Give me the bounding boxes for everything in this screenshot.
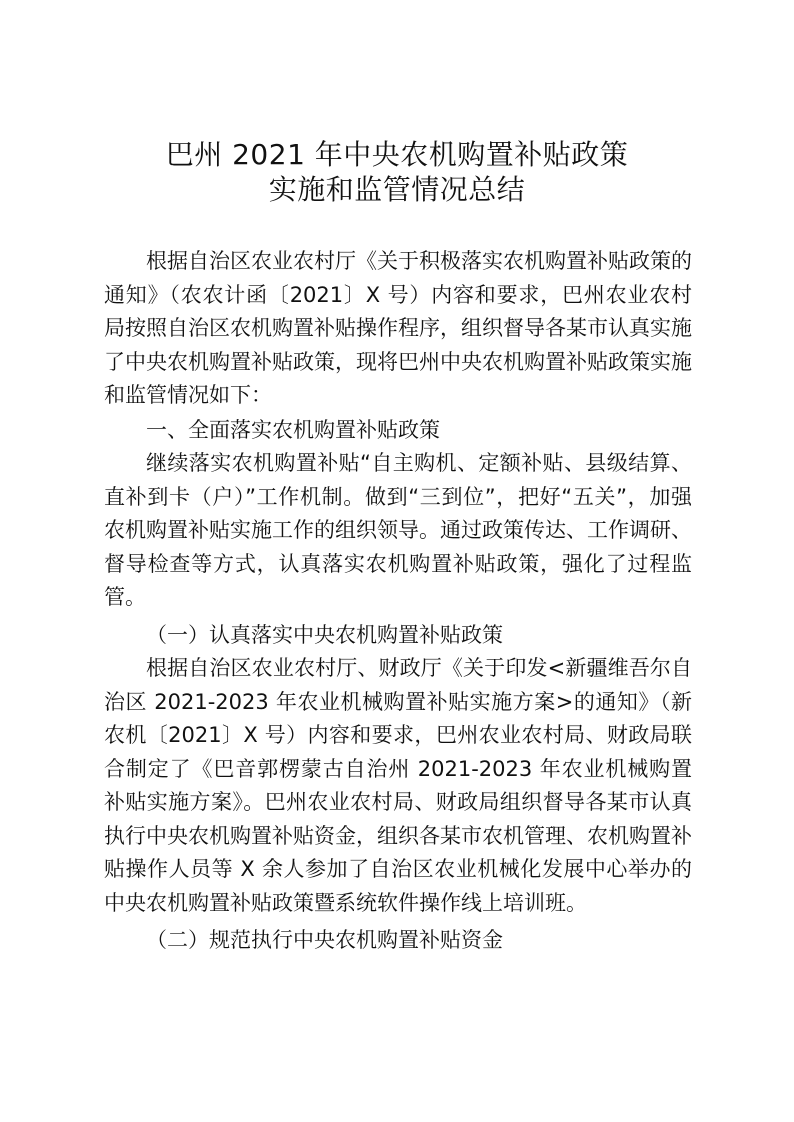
paragraph-intro: 根据自治区农业农村厅《关于积极落实农机购置补贴政策的通知》（农农计函〔2021〕X 号）内容和要求，巴州农业农村局按照自治区农机购置补贴操作程序，组织督导各某市认真实施了中央农机购置补贴政策，现将巴州中央农机购置补贴政策实施和监管情况如下： [104, 249, 692, 407]
document-title-line-2: 实施和监管情况总结 [268, 173, 526, 206]
paragraph-subsection-1: 根据自治区农业农村厅、财政厅《关于印发<新疆维吾尔自治区 2021-2023 年农业机械购置补贴实施方案>的通知》（新农机〔2021〕X 号）内容和要求，巴州农业农村局、财政局联合制定了《巴音郭楞蒙古自治州 2021-2023 年农业机械购置补贴实施方案》。巴州农业农村局、财政局组织督导各某市认真执行中央农机购置补贴资金，组织各某市农机管理、农机购置补贴操作人员等 X 余人参加了自治区农业机械化发展中心举办的中央农机购置补贴政策暨系统软件操作线上培训班。 [104, 656, 692, 915]
document-body [104, 245, 692, 958]
subsection-heading-2: （二）规范执行中央农机购置补贴资金 [146, 928, 503, 952]
paragraph-section-1: 继续落实农机购置补贴“自主购机、定额补贴、县级结算、直补到卡（户）”工作机制。做到“三到位”，把好“五关”，加强农机购置补贴实施工作的组织领导。通过政策传达、工作调研、督导检查等方式，认真落实农机购置补贴政策，强化了过程监管。 [104, 451, 692, 609]
subsection-heading-1: （一）认真落实中央农机购置补贴政策 [146, 622, 503, 647]
document-title-line-1: 巴州 2021 年中央农机购置补贴政策 [165, 138, 629, 171]
section-heading-1: 一、全面落实农机购置补贴政策 [146, 417, 440, 442]
